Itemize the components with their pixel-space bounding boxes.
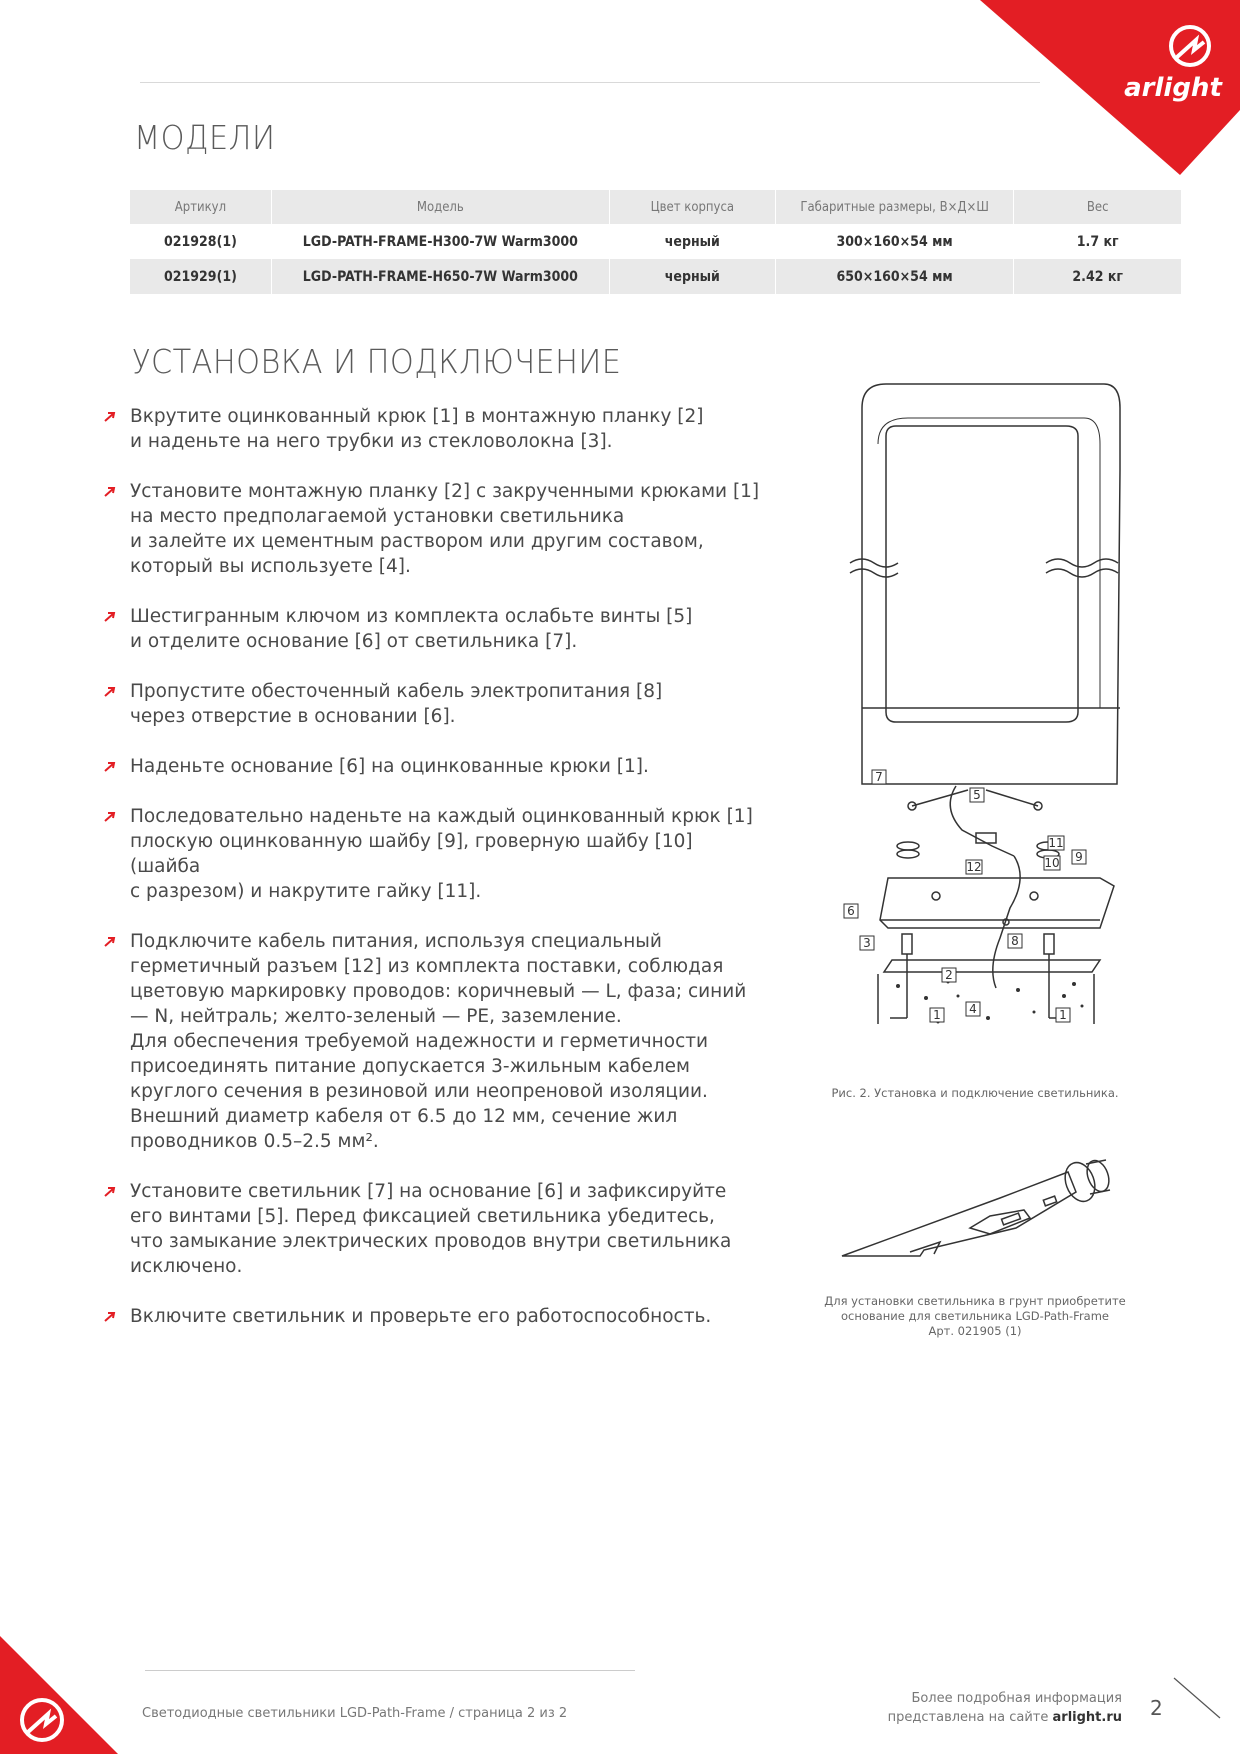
col-header-color: Цвет корпуса [609, 190, 775, 224]
models-table [130, 190, 1182, 294]
table-row [130, 259, 1182, 294]
callout-10: 10 [1044, 856, 1060, 870]
bullet-arrow-icon [104, 936, 116, 948]
bullet-arrow-icon [104, 1186, 116, 1198]
figure2-caption [820, 1294, 1130, 1339]
list-item [104, 679, 764, 729]
caption-line: основание для светильника LGD-Path-Frame [840, 1309, 1110, 1323]
table-header-row [130, 190, 1182, 224]
install-steps-list [104, 404, 764, 1354]
callout-6: 6 [847, 904, 855, 918]
col-header-dimensions: Габаритные размеры, В×Д×Ш [775, 190, 1014, 224]
list-item [104, 604, 764, 654]
list-item [104, 804, 764, 904]
cell-weight: 1.7 кг [1014, 224, 1182, 259]
step-text: Вкрутите оцинкованный крюк [1] в монтажную планку [2] и наденьте на него трубки из стекловолокна [3]. [130, 406, 704, 452]
cell-article: 021929(1) [130, 259, 271, 294]
list-item [104, 1304, 764, 1329]
website-link[interactable]: arlight.ru [1052, 1710, 1122, 1725]
corner-logo-footer [0, 1616, 118, 1754]
figure1-caption: Рис. 2. Установка и подключение светильника. [831, 1086, 1119, 1100]
callout-8: 8 [1011, 934, 1019, 948]
callout-5: 5 [973, 788, 981, 802]
bullet-arrow-icon [104, 761, 116, 773]
list-item [104, 479, 764, 579]
callout-12: 12 [966, 860, 982, 874]
footer-info-line: Более подробная информация [911, 1691, 1122, 1706]
table-row [130, 224, 1182, 259]
callout-11: 11 [1048, 836, 1064, 850]
footer-divider [145, 1670, 635, 1671]
step-text: Последовательно наденьте на каждый оцинкованный крюк [1] плоскую оцинкованную шайбу [9], гроверную шайбу [10] (шайба с разрезом) и накрутите гайку [11]. [130, 806, 753, 902]
callout-1-right: 1 [1059, 1008, 1067, 1022]
logo-text: arlight [1124, 73, 1222, 103]
callout-7: 7 [875, 770, 883, 784]
step-text: Пропустите обесточенный кабель электропитания [8] через отверстие в основании [6]. [130, 681, 663, 727]
caption-line: Арт. 021905 (1) [928, 1324, 1022, 1338]
footer-document-title: Светодиодные светильники LGD-Path-Frame / страница 2 из 2 [142, 1706, 568, 1721]
list-item [104, 1179, 764, 1279]
footer-info-prefix: представлена на сайте [887, 1710, 1053, 1725]
col-header-model: Модель [271, 190, 609, 224]
list-item [104, 404, 764, 454]
cell-dimensions: 300×160×54 мм [775, 224, 1014, 259]
step-text: Установите светильник [7] на основание [6] и зафиксируйте его винтами [5]. Перед фиксацией светильника убедитесь, что замыкание электрических проводов внутри светильника исключено. [130, 1181, 732, 1277]
step-text: Включите светильник и проверьте его работоспособность. [130, 1306, 712, 1327]
callout-4: 4 [969, 1002, 977, 1016]
models-title: МОДЕЛИ [134, 118, 276, 157]
step-text: Шестигранным ключом из комплекта ослабьте винты [5] и отделите основание [6] от светильника [7]. [130, 606, 693, 652]
installation-diagram [838, 378, 1128, 1038]
cell-color: черный [609, 224, 775, 259]
install-title: УСТАНОВКА И ПОДКЛЮЧЕНИЕ [132, 342, 622, 381]
frame-window [886, 426, 1078, 722]
col-header-weight: Вес [1014, 190, 1182, 224]
cell-model: LGD-PATH-FRAME-H650-7W Warm3000 [271, 259, 609, 294]
bullet-arrow-icon [104, 611, 116, 623]
luminaire-outline [862, 384, 1120, 784]
cell-model: LGD-PATH-FRAME-H300-7W Warm3000 [271, 224, 609, 259]
page-number: 2 [1150, 1696, 1163, 1720]
cell-color: черный [609, 259, 775, 294]
bullet-arrow-icon [104, 411, 116, 423]
page-slash-decoration [1172, 1676, 1224, 1720]
step-text: Установите монтажную планку [2] с закрученными крюками [1] на место предполагаемой установки светильника и залейте их цементным раствором или другим составом, который вы используете [4]. [130, 481, 760, 577]
cell-weight: 2.42 кг [1014, 259, 1182, 294]
footer-info [888, 1689, 1122, 1727]
step-text: Подключите кабель питания, используя специальный герметичный разъем [12] из комплекта поставки, соблюдая цветовую маркировку проводов: коричневый — L, фаза; синий — N, нейтраль; желто-зеленый — PE, заземление. Для обеспечения требуемой надежности и герметичности присоединять питание допускается 3-жильным кабелем круглого сечения в резиновой или неопреновой изоляции. Внешний диаметр кабеля от 6.5 до 12 мм, сечение жил проводников 0.5–2.5 мм². [130, 931, 747, 1152]
callout-3: 3 [863, 936, 871, 950]
step-text: Наденьте основание [6] на оцинкованные крюки [1]. [130, 756, 649, 777]
caption-line: Для установки светильника в грунт приобретите [824, 1294, 1126, 1308]
list-item [104, 929, 764, 1154]
bullet-arrow-icon [104, 486, 116, 498]
bullet-arrow-icon [104, 686, 116, 698]
header-divider [140, 82, 1040, 83]
callout-9: 9 [1075, 850, 1083, 864]
cell-article: 021928(1) [130, 224, 271, 259]
callout-2: 2 [945, 968, 953, 982]
corner-logo-banner [980, 0, 1240, 175]
cell-dimensions: 650×160×54 мм [775, 259, 1014, 294]
col-header-article: Артикул [130, 190, 271, 224]
list-item [104, 754, 764, 779]
bullet-arrow-icon [104, 1311, 116, 1323]
bullet-arrow-icon [104, 811, 116, 823]
callout-1-left: 1 [933, 1008, 941, 1022]
ground-spike-drawing [840, 1158, 1130, 1268]
